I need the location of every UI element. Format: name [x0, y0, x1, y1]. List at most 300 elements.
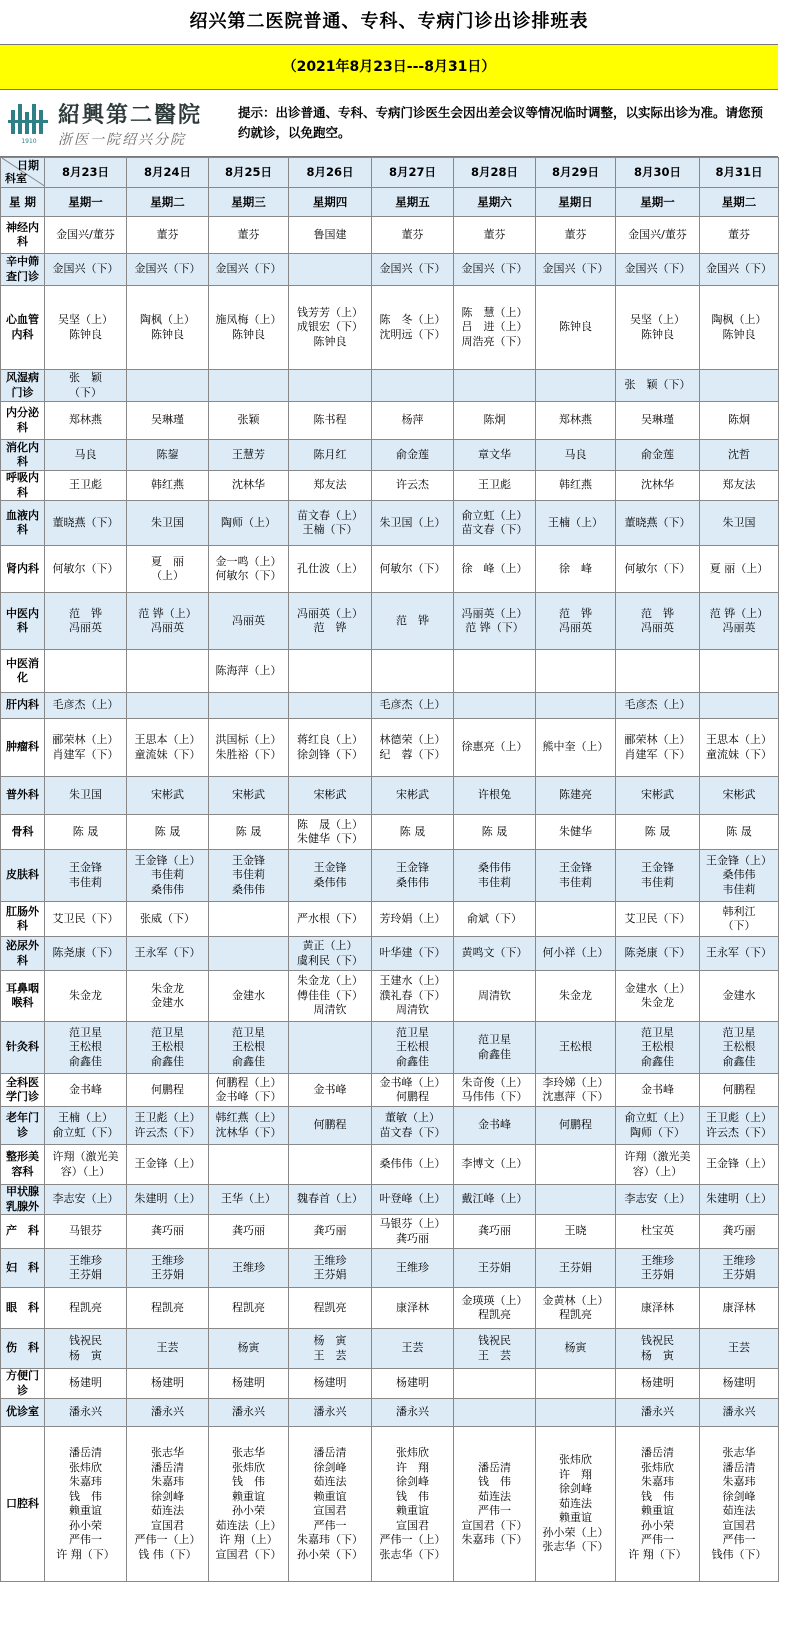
schedule-cell: 朱卫国 — [127, 501, 209, 546]
department-cell: 神经内科 — [1, 217, 45, 254]
schedule-cell — [700, 693, 779, 719]
hospital-logo — [6, 92, 238, 154]
schedule-cell: 魏春首（上） — [289, 1185, 372, 1215]
schedule-cell: 宋彬武 — [372, 777, 454, 815]
schedule-cell: 张炜欣 许 翔 徐剑峰 钱 伟 赖重谊 宣国君 严伟一（上） 张志华（下） — [372, 1427, 454, 1582]
schedule-cell: 何小祥（上） — [536, 937, 616, 971]
schedule-row — [1, 1074, 779, 1107]
schedule-cell — [700, 370, 779, 402]
schedule-cell: 潘永兴 — [700, 1399, 779, 1427]
schedule-cell: 杨萍 — [372, 402, 454, 440]
schedule-cell: 潘永兴 — [616, 1399, 700, 1427]
schedule-cell — [127, 693, 209, 719]
schedule-cell: 王芬娟 — [454, 1249, 536, 1288]
schedule-row — [1, 546, 779, 593]
department-cell: 产 科 — [1, 1215, 45, 1249]
schedule-cell: 董芬 — [209, 217, 289, 254]
schedule-cell: 杨建明 — [45, 1369, 127, 1399]
schedule-cell: 龚巧丽 — [209, 1215, 289, 1249]
schedule-cell: 王芸 — [372, 1329, 454, 1369]
department-cell: 全科医学门诊 — [1, 1074, 45, 1107]
schedule-cell: 俞金莲 — [616, 440, 700, 471]
schedule-cell: 范 铧 冯丽英 — [45, 593, 127, 650]
schedule-cell: 王芸 — [700, 1329, 779, 1369]
schedule-cell: 朱金龙 — [45, 971, 127, 1022]
schedule-cell: 金国兴（下） — [209, 254, 289, 286]
schedule-cell — [536, 1369, 616, 1399]
schedule-cell: 王维珍 王芬娟 — [700, 1249, 779, 1288]
schedule-cell: 严水根（下） — [289, 902, 372, 937]
corner-cell — [1, 158, 45, 188]
weekday-header-row — [1, 188, 779, 217]
schedule-cell — [372, 370, 454, 402]
schedule-cell: 金书峰 — [45, 1074, 127, 1107]
department-cell: 肾内科 — [1, 546, 45, 593]
schedule-cell: 俞立虹（上） 苗文春（下） — [454, 501, 536, 546]
department-cell: 骨科 — [1, 815, 45, 850]
schedule-cell: 陈 晟 — [127, 815, 209, 850]
schedule-cell: 钱芳芳（上） 成银宏（下） 陈钟良 — [289, 286, 372, 370]
corner-date-label: 日期 — [17, 159, 39, 172]
date-header-cell: 8月24日 — [127, 158, 209, 188]
schedule-cell: 徐惠亮（上） — [454, 719, 536, 777]
schedule-cell: 夏 丽（上） — [700, 546, 779, 593]
schedule-cell: 董晓燕（下） — [616, 501, 700, 546]
department-cell: 心血管内科 — [1, 286, 45, 370]
schedule-cell: 叶华建（下） — [372, 937, 454, 971]
schedule-cell: 杨寅 — [536, 1329, 616, 1369]
schedule-row — [1, 593, 779, 650]
schedule-cell: 陈 晟 — [209, 815, 289, 850]
schedule-cell: 金国兴（下） — [127, 254, 209, 286]
date-header-cell: 8月25日 — [209, 158, 289, 188]
department-cell: 肛肠外科 — [1, 902, 45, 937]
schedule-cell: 金建水（上） 朱金龙 — [616, 971, 700, 1022]
schedule-cell: 陈 晟 — [700, 815, 779, 850]
schedule-cell: 朱金龙 — [536, 971, 616, 1022]
schedule-cell: 金建水 — [209, 971, 289, 1022]
schedule-cell: 金国兴（下） — [536, 254, 616, 286]
schedule-cell: 陈鋆 — [127, 440, 209, 471]
schedule-cell: 毛彦杰（上） — [616, 693, 700, 719]
department-cell: 针灸科 — [1, 1022, 45, 1074]
schedule-row — [1, 815, 779, 850]
schedule-cell: 朱卫国 — [700, 501, 779, 546]
schedule-cell: 施凤梅（上） 陈钟良 — [209, 286, 289, 370]
schedule-cell: 潘永兴 — [289, 1399, 372, 1427]
schedule-cell: 潘岳清 张炜欣 朱嘉玮 钱 伟 赖重谊 孙小荣 严伟一 许 翔（下） — [45, 1427, 127, 1582]
schedule-cell: 金建水 — [700, 971, 779, 1022]
schedule-cell — [209, 370, 289, 402]
department-cell: 普外科 — [1, 777, 45, 815]
schedule-cell: 王思本（上） 童流妹（下） — [127, 719, 209, 777]
schedule-cell — [536, 902, 616, 937]
schedule-cell — [454, 1369, 536, 1399]
department-cell: 中医内科 — [1, 593, 45, 650]
schedule-cell: 陶枫（上） 陈钟良 — [127, 286, 209, 370]
schedule-cell — [372, 650, 454, 693]
logo-subtitle: 浙医一院绍兴分院 — [58, 131, 186, 148]
schedule-row — [1, 1399, 779, 1427]
department-cell: 方便门诊 — [1, 1369, 45, 1399]
schedule-cell: 陈 晟（上） 朱健华（下） — [289, 815, 372, 850]
schedule-cell — [700, 650, 779, 693]
schedule-cell: 朱健华 — [536, 815, 616, 850]
schedule-cell: 黄鸣文（下） — [454, 937, 536, 971]
schedule-cell: 韩红燕 — [127, 471, 209, 501]
schedule-row — [1, 254, 779, 286]
schedule-cell — [536, 370, 616, 402]
schedule-cell: 宋彬武 — [289, 777, 372, 815]
schedule-cell: 李博文（上） — [454, 1145, 536, 1185]
schedule-cell: 范卫星 王松根 俞鑫佳 — [372, 1022, 454, 1074]
schedule-cell: 陈尧康（下） — [616, 937, 700, 971]
schedule-cell: 陈 慧（上） 吕 进（上） 周浩亮（下） — [454, 286, 536, 370]
date-header-cell: 8月31日 — [700, 158, 779, 188]
schedule-cell: 潘岳清 张炜欣 朱嘉玮 钱 伟 赖重谊 孙小荣 严伟一 许 翔（下） — [616, 1427, 700, 1582]
schedule-cell — [289, 650, 372, 693]
schedule-cell: 艾卫民（下） — [616, 902, 700, 937]
schedule-cell: 何鹏程 — [289, 1107, 372, 1145]
weekday-cell: 星期一 — [45, 188, 127, 217]
schedule-cell — [289, 370, 372, 402]
schedule-cell: 李志安（上） — [616, 1185, 700, 1215]
schedule-cell: 朱卫国（上） — [372, 501, 454, 546]
schedule-cell: 金国兴（下） — [454, 254, 536, 286]
schedule-cell: 杨建明 — [616, 1369, 700, 1399]
schedule-cell: 王楠（上） 俞立虹（下） — [45, 1107, 127, 1145]
department-cell: 整形美容科 — [1, 1145, 45, 1185]
schedule-cell: 陈月红 — [289, 440, 372, 471]
schedule-cell — [536, 693, 616, 719]
schedule-cell: 王金锋 韦佳莉 — [45, 850, 127, 902]
schedule-cell: 蒋红良（上） 徐剑锋（下） — [289, 719, 372, 777]
date-header-cell: 8月28日 — [454, 158, 536, 188]
schedule-table — [0, 157, 779, 1582]
schedule-cell: 程凯亮 — [127, 1288, 209, 1329]
schedule-cell: 夏 丽 （上） — [127, 546, 209, 593]
schedule-cell: 何敏尔（下） — [616, 546, 700, 593]
schedule-cell: 程凯亮 — [289, 1288, 372, 1329]
schedule-cell: 王卫彪（上） 许云杰（下） — [127, 1107, 209, 1145]
schedule-cell — [209, 693, 289, 719]
date-header-cell: 8月23日 — [45, 158, 127, 188]
schedule-cell: 桑伟伟（上） — [372, 1145, 454, 1185]
schedule-cell: 何鹏程 — [700, 1074, 779, 1107]
schedule-cell: 钱祝民 杨 寅 — [45, 1329, 127, 1369]
schedule-cell: 王永军（下） — [127, 937, 209, 971]
schedule-cell: 熊中奎（上） — [536, 719, 616, 777]
schedule-cell: 王金锋 韦佳莉 桑伟伟 — [209, 850, 289, 902]
schedule-cell: 王金锋 韦佳莉 — [536, 850, 616, 902]
department-cell: 中医消化 — [1, 650, 45, 693]
department-cell: 肿瘤科 — [1, 719, 45, 777]
schedule-cell: 金书峰 — [454, 1107, 536, 1145]
schedule-cell: 戴江峰（上） — [454, 1185, 536, 1215]
schedule-cell: 张威（下） — [127, 902, 209, 937]
corner-dept-label: 科室 — [5, 171, 27, 185]
schedule-cell: 金瑛瑛（上） 程凯亮 — [454, 1288, 536, 1329]
schedule-cell: 朱金龙 金建水 — [127, 971, 209, 1022]
schedule-cell: 芳玲娟（上） — [372, 902, 454, 937]
schedule-cell: 陈 冬（上） 沈明远（下） — [372, 286, 454, 370]
schedule-cell: 王芬娟 — [536, 1249, 616, 1288]
schedule-cell: 叶登峰（上） — [372, 1185, 454, 1215]
weekday-cell: 星期日 — [536, 188, 616, 217]
schedule-cell: 王金锋（上） 韦佳莉 桑伟伟 — [127, 850, 209, 902]
weekday-cell: 星期二 — [700, 188, 779, 217]
schedule-cell: 沈哲 — [700, 440, 779, 471]
department-cell: 妇 科 — [1, 1249, 45, 1288]
schedule-row — [1, 286, 779, 370]
schedule-cell: 冯丽英 — [209, 593, 289, 650]
schedule-cell: 王维珍 王芬娟 — [127, 1249, 209, 1288]
schedule-cell: 陈炯 — [454, 402, 536, 440]
schedule-cell — [289, 254, 372, 286]
schedule-row — [1, 1145, 779, 1185]
schedule-cell: 陈钟良 — [536, 286, 616, 370]
schedule-row — [1, 402, 779, 440]
schedule-cell — [289, 693, 372, 719]
schedule-row — [1, 471, 779, 501]
schedule-cell: 朱奇俊（上） 马伟伟（下） — [454, 1074, 536, 1107]
schedule-cell: 吴琳瑾 — [616, 402, 700, 440]
schedule-cell: 吴坚（上） 陈钟良 — [45, 286, 127, 370]
schedule-cell: 何敏尔（下） — [45, 546, 127, 593]
schedule-cell: 王金锋（上） 桑伟伟 韦佳莉 — [700, 850, 779, 902]
logo-hospital-name: 紹興第二醫院 — [58, 101, 203, 128]
schedule-cell: 杨建明 — [372, 1369, 454, 1399]
schedule-cell: 陈 晟 — [372, 815, 454, 850]
schedule-cell: 陈书程 — [289, 402, 372, 440]
schedule-cell: 钱祝民 杨 寅 — [616, 1329, 700, 1369]
schedule-row — [1, 719, 779, 777]
schedule-cell: 章文华 — [454, 440, 536, 471]
schedule-row — [1, 501, 779, 546]
schedule-cell: 朱卫国 — [45, 777, 127, 815]
schedule-cell: 金国兴（下） — [45, 254, 127, 286]
schedule-cell: 范 铧 冯丽英 — [536, 593, 616, 650]
schedule-cell: 吴琳瑾 — [127, 402, 209, 440]
schedule-cell: 杨建明 — [700, 1369, 779, 1399]
schedule-cell: 金一鸣（上） 何敏尔（下） — [209, 546, 289, 593]
schedule-row — [1, 1369, 779, 1399]
schedule-cell: 范卫星 王松根 俞鑫佳 — [700, 1022, 779, 1074]
schedule-row — [1, 693, 779, 719]
schedule-cell: 王卫彪 — [454, 471, 536, 501]
weekday-label: 星 期 — [1, 188, 45, 217]
schedule-cell: 范卫星 王松根 俞鑫佳 — [209, 1022, 289, 1074]
schedule-cell — [536, 1185, 616, 1215]
schedule-cell: 陈尧康（下） — [45, 937, 127, 971]
schedule-cell — [454, 693, 536, 719]
schedule-cell: 王卫彪（上） 许云杰（下） — [700, 1107, 779, 1145]
schedule-cell: 王金锋（上） — [700, 1145, 779, 1185]
schedule-cell: 黄正（上） 虞利民（下） — [289, 937, 372, 971]
schedule-cell: 龚巧丽 — [700, 1215, 779, 1249]
schedule-cell: 马良 — [536, 440, 616, 471]
schedule-cell: 张志华 张炜欣 钱 伟 赖重谊 孙小荣 茹连法（上） 许 翔（上） 宣国君（下） — [209, 1427, 289, 1582]
schedule-cell: 陈海萍（上） — [209, 650, 289, 693]
schedule-cell: 沈林华 — [616, 471, 700, 501]
logo-year: 1910 — [21, 138, 37, 145]
schedule-cell: 金国兴/董芬 — [45, 217, 127, 254]
weekday-cell: 星期五 — [372, 188, 454, 217]
schedule-cell: 康泽林 — [700, 1288, 779, 1329]
department-cell: 口腔科 — [1, 1427, 45, 1582]
schedule-cell — [289, 1145, 372, 1185]
schedule-cell: 俞立虹（上） 陶师（下） — [616, 1107, 700, 1145]
schedule-cell: 杨建明 — [289, 1369, 372, 1399]
schedule-cell: 王维珍 王芬娟 — [289, 1249, 372, 1288]
schedule-cell — [127, 370, 209, 402]
department-cell: 肝内科 — [1, 693, 45, 719]
schedule-cell — [209, 902, 289, 937]
schedule-cell: 董芬 — [536, 217, 616, 254]
schedule-cell — [536, 650, 616, 693]
page-title: 绍兴第二医院普通、专科、专病门诊出诊排班表 — [189, 11, 589, 32]
schedule-cell — [454, 1399, 536, 1427]
schedule-cell: 宋彬武 — [700, 777, 779, 815]
hospital-emblem-icon — [6, 100, 52, 146]
department-cell: 血液内科 — [1, 501, 45, 546]
schedule-row — [1, 1329, 779, 1369]
schedule-cell: 范卫星 俞鑫佳 — [454, 1022, 536, 1074]
schedule-cell: 陈 晟 — [616, 815, 700, 850]
schedule-cell: 王华（上） — [209, 1185, 289, 1215]
schedule-cell: 范 铧 冯丽英 — [616, 593, 700, 650]
schedule-cell: 郦荣林（上） 肖建军（下） — [616, 719, 700, 777]
schedule-cell: 范卫星 王松根 俞鑫佳 — [45, 1022, 127, 1074]
schedule-cell: 何鹏程 — [536, 1107, 616, 1145]
schedule-cell: 孔仕波（上） — [289, 546, 372, 593]
notice-row — [0, 90, 778, 157]
schedule-cell: 李志安（上） — [45, 1185, 127, 1215]
schedule-cell: 朱金龙（上） 傅佳佳（下） 周清钦 — [289, 971, 372, 1022]
schedule-cell: 马银芬（上） 龚巧丽 — [372, 1215, 454, 1249]
schedule-cell: 潘永兴 — [45, 1399, 127, 1427]
schedule-cell: 朱建明（上） — [700, 1185, 779, 1215]
schedule-cell: 龚巧丽 — [289, 1215, 372, 1249]
schedule-cell — [127, 650, 209, 693]
department-cell: 风湿病门诊 — [1, 370, 45, 402]
schedule-cell: 杨建明 — [127, 1369, 209, 1399]
schedule-cell — [45, 650, 127, 693]
schedule-row — [1, 1288, 779, 1329]
schedule-cell: 林德荣（上） 纪 蓉（下） — [372, 719, 454, 777]
schedule-cell: 王维珍 王芬娟 — [45, 1249, 127, 1288]
department-cell: 眼 科 — [1, 1288, 45, 1329]
schedule-cell: 何敏尔（下） — [372, 546, 454, 593]
schedule-cell: 鲁国建 — [289, 217, 372, 254]
schedule-cell: 吴坚（上） 陈钟良 — [616, 286, 700, 370]
schedule-cell: 杜宝英 — [616, 1215, 700, 1249]
schedule-cell: 韩利江 （下） — [700, 902, 779, 937]
schedule-row — [1, 1022, 779, 1074]
schedule-cell: 冯丽英（上） 范 铧（下） — [454, 593, 536, 650]
schedule-row — [1, 440, 779, 471]
schedule-cell: 范卫星 王松根 俞鑫佳 — [616, 1022, 700, 1074]
date-header-cell: 8月26日 — [289, 158, 372, 188]
department-cell: 伤 科 — [1, 1329, 45, 1369]
schedule-cell: 陈炯 — [700, 402, 779, 440]
schedule-cell: 王思本（上） 童流妹（下） — [700, 719, 779, 777]
department-cell: 耳鼻咽喉科 — [1, 971, 45, 1022]
schedule-cell: 董芬 — [372, 217, 454, 254]
schedule-cell: 金书峰（上） 何鹏程 — [372, 1074, 454, 1107]
schedule-cell: 王楠（上） — [536, 501, 616, 546]
schedule-cell: 龚巧丽 — [127, 1215, 209, 1249]
schedule-cell: 王建水（上） 濮礼春（下） 周清钦 — [372, 971, 454, 1022]
schedule-cell: 郑林燕 — [536, 402, 616, 440]
date-header-cell: 8月27日 — [372, 158, 454, 188]
schedule-cell: 龚巧丽 — [454, 1215, 536, 1249]
schedule-cell: 杨建明 — [209, 1369, 289, 1399]
schedule-cell: 韩红燕 — [536, 471, 616, 501]
schedule-cell: 陶枫（上） 陈钟良 — [700, 286, 779, 370]
schedule-cell: 艾卫民（下） — [45, 902, 127, 937]
schedule-cell: 毛彦杰（上） — [45, 693, 127, 719]
schedule-cell: 杨 寅 王 芸 — [289, 1329, 372, 1369]
schedule-cell: 马银芬 — [45, 1215, 127, 1249]
department-cell: 优诊室 — [1, 1399, 45, 1427]
weekday-cell: 星期三 — [209, 188, 289, 217]
notice-text: 提示：出诊普通、专科、专病门诊医生会因出差会议等情况临时调整，以实际出诊为准。请您预约就诊，以免跑空。 — [238, 105, 764, 140]
schedule-cell: 宋彬武 — [209, 777, 289, 815]
schedule-cell: 王卫彪 — [45, 471, 127, 501]
schedule-cell: 潘永兴 — [127, 1399, 209, 1427]
schedule-row — [1, 1427, 779, 1582]
schedule-cell: 金国兴（下） — [700, 254, 779, 286]
schedule-cell: 王芸 — [127, 1329, 209, 1369]
schedule-row — [1, 370, 779, 402]
schedule-row — [1, 902, 779, 937]
schedule-row — [1, 1185, 779, 1215]
department-cell: 甲状腺乳腺外 — [1, 1185, 45, 1215]
department-cell: 消化内科 — [1, 440, 45, 471]
schedule-cell — [289, 1022, 372, 1074]
schedule-cell: 郑友法 — [289, 471, 372, 501]
schedule-cell: 王慧芳 — [209, 440, 289, 471]
schedule-cell: 康泽林 — [372, 1288, 454, 1329]
schedule-cell: 潘永兴 — [372, 1399, 454, 1427]
department-cell: 老年门诊 — [1, 1107, 45, 1145]
schedule-cell — [616, 650, 700, 693]
schedule-cell: 董晓燕（下） — [45, 501, 127, 546]
schedule-row — [1, 937, 779, 971]
schedule-cell — [454, 650, 536, 693]
schedule-cell: 俞金莲 — [372, 440, 454, 471]
schedule-cell: 韩红燕（上） 沈林华（下） — [209, 1107, 289, 1145]
schedule-cell: 程凯亮 — [45, 1288, 127, 1329]
schedule-cell: 许云杰 — [372, 471, 454, 501]
schedule-cell: 许根兔 — [454, 777, 536, 815]
schedule-cell: 俞斌（下） — [454, 902, 536, 937]
schedule-cell: 杨寅 — [209, 1329, 289, 1369]
schedule-row — [1, 1215, 779, 1249]
weekday-cell: 星期四 — [289, 188, 372, 217]
schedule-cell: 徐 峰 — [536, 546, 616, 593]
schedule-row — [1, 1249, 779, 1288]
schedule-cell: 陈 晟 — [454, 815, 536, 850]
date-header-cell: 8月30日 — [616, 158, 700, 188]
schedule-cell: 郑友法 — [700, 471, 779, 501]
schedule-cell: 程凯亮 — [209, 1288, 289, 1329]
department-cell: 辛中筛查门诊 — [1, 254, 45, 286]
schedule-cell: 王金锋 韦佳莉 — [616, 850, 700, 902]
schedule-cell: 宋彬武 — [616, 777, 700, 815]
schedule-cell: 金书峰 — [289, 1074, 372, 1107]
